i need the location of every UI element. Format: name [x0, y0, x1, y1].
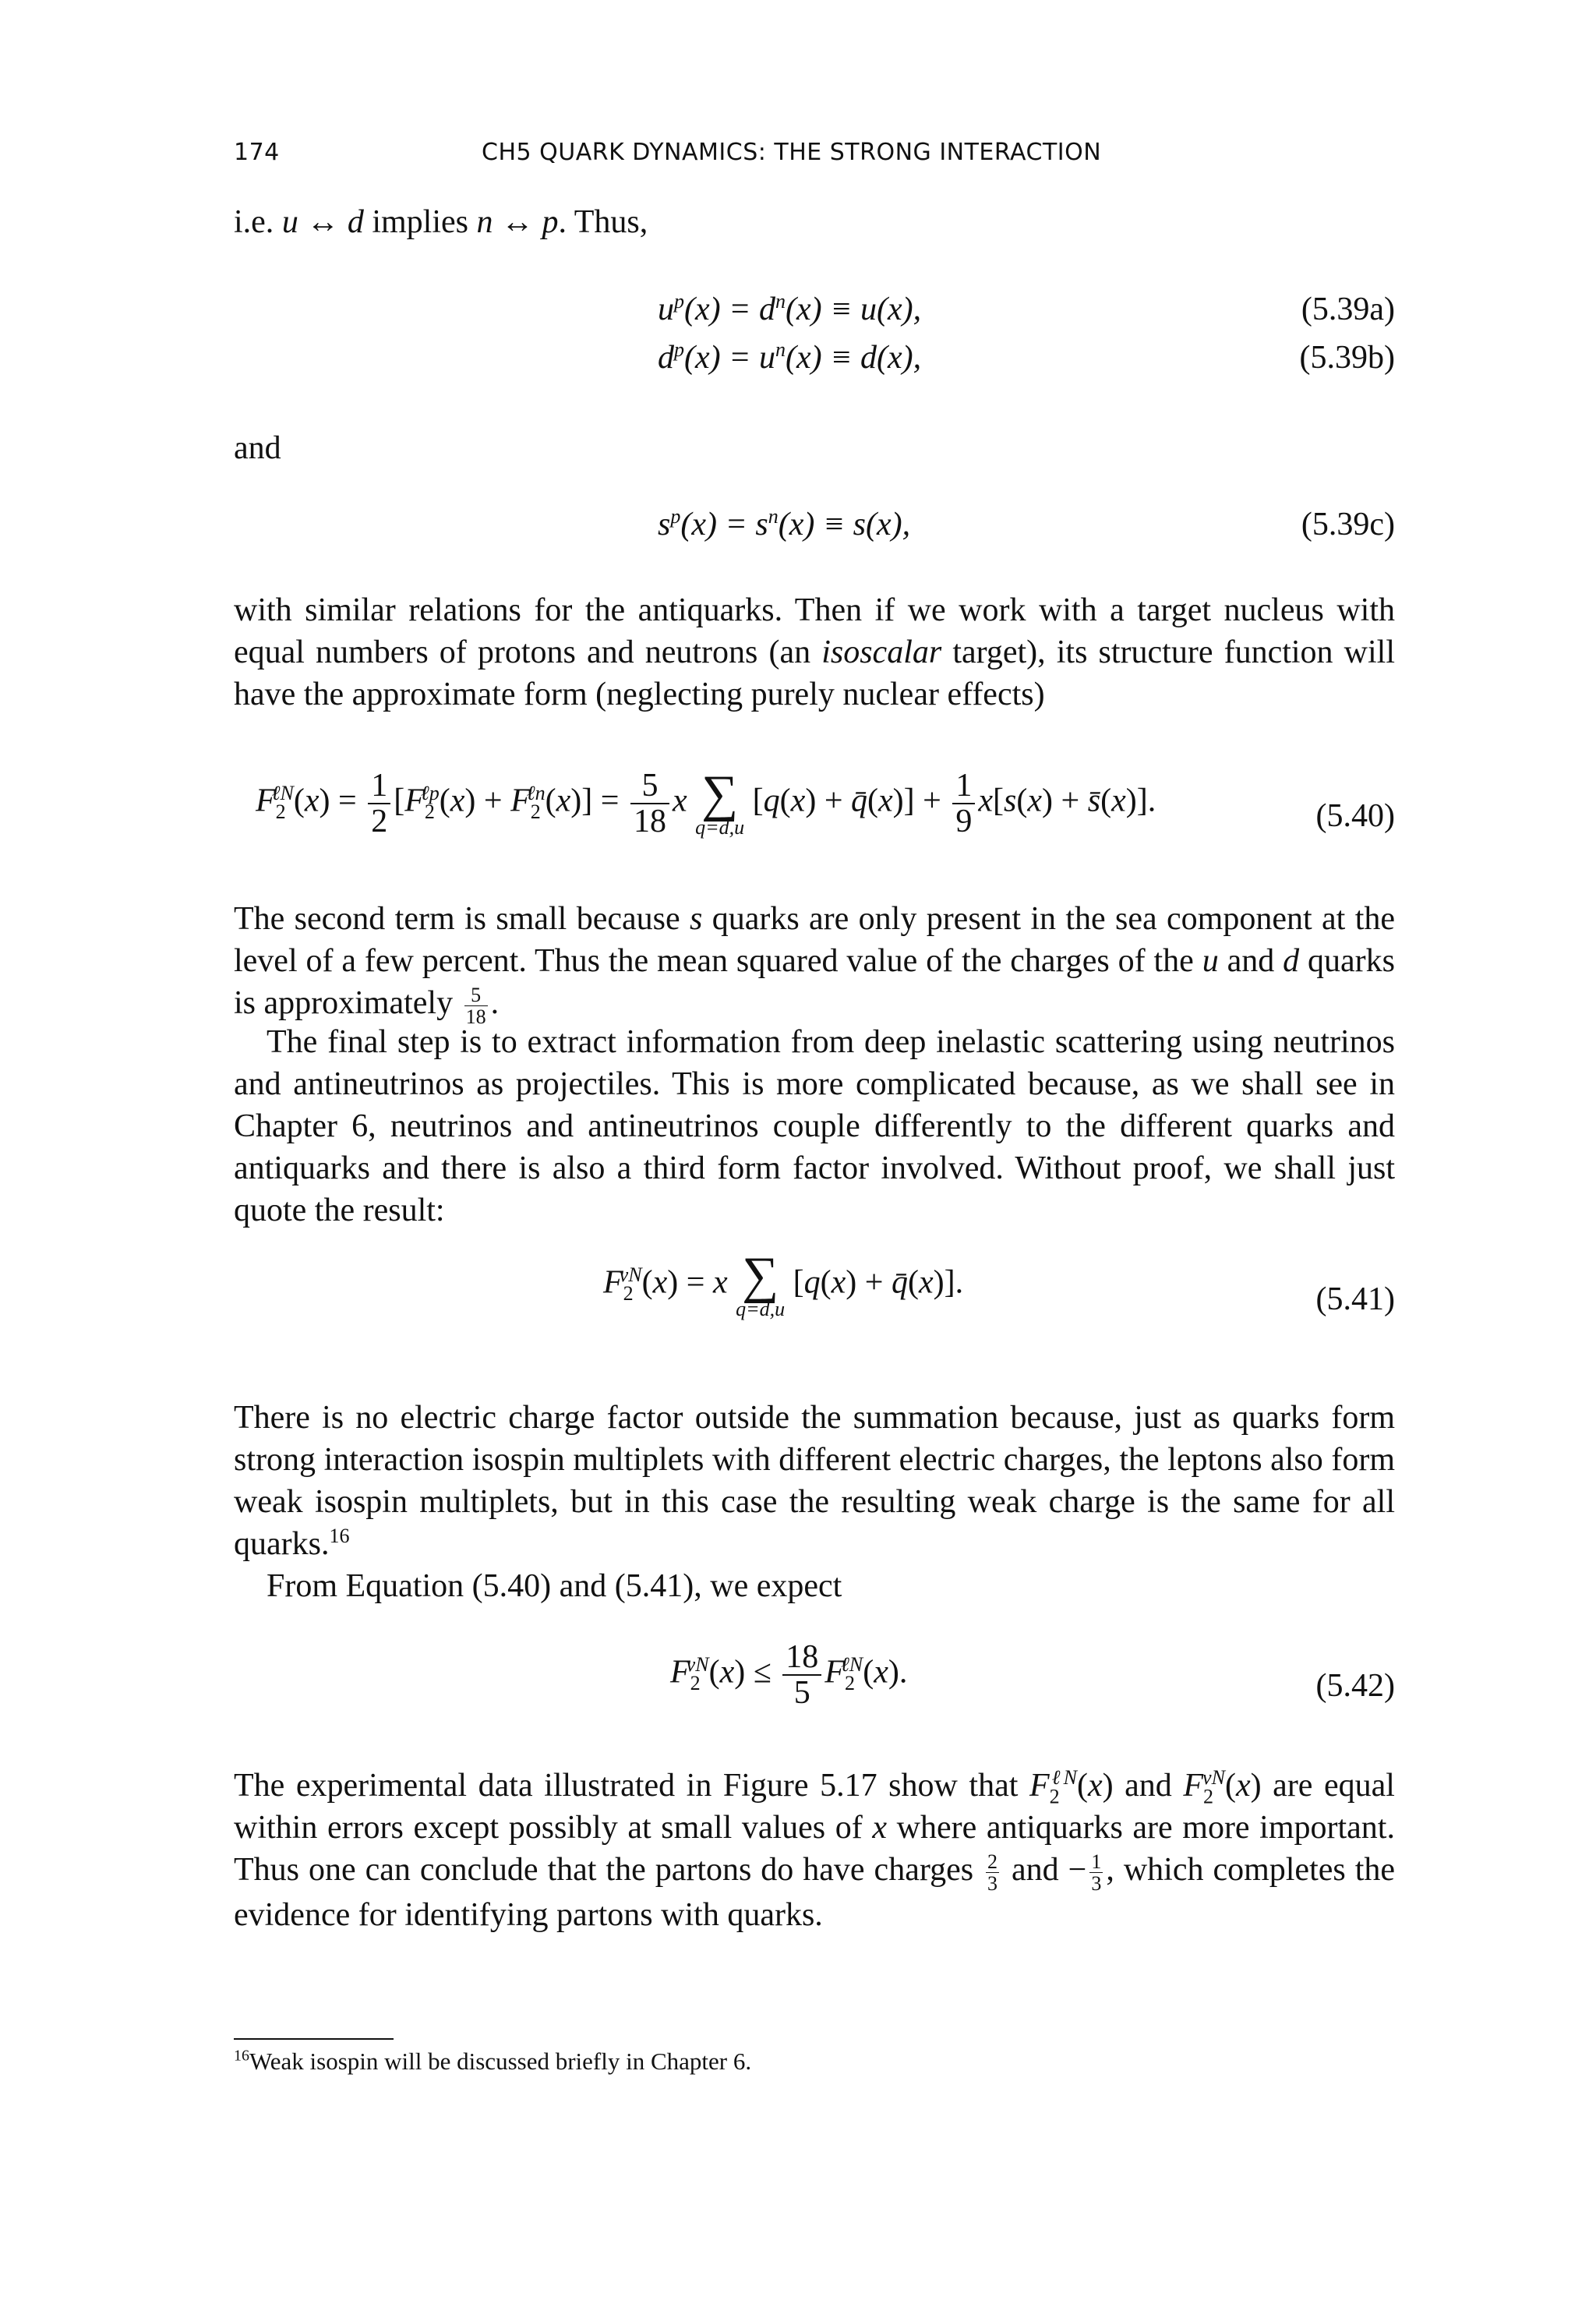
footnote-rule	[234, 2038, 394, 2040]
equation-5-42: $F_2^{\nu N}(x)$ ≤ $\frac{18}{5}$ $F_2^{\ell N}(x)$. (5.42)	[670, 1639, 1395, 1712]
footnote	[234, 2046, 751, 2077]
paragraph-and: and	[234, 430, 281, 466]
paragraph-experimental: The experimental data illustrated in Figure 5.17 show that $F_2^{\ell N}(x)$ and $F_2^{\nu N}(x)$ are equal within errors except possibly at small values of x where antiquarks are more important. Thus one can conclude that the partons do have charges $\frac{2}{3}$ and − $\frac{1}{3}$ , which completes the evidence for identifying partons with quarks.	[234, 1766, 1396, 1934]
equation-5-39b: $d^p(x) = u^n(x) \equiv d(x)$, (5.39b)	[234, 337, 1395, 379]
summation-operator: ∑ q=d,u	[736, 1247, 786, 1320]
equation-number: (5.41)	[1315, 1281, 1395, 1317]
footnote-mark: 16	[234, 2047, 249, 2065]
footnote-marker: 16	[329, 1525, 350, 1547]
equation-number: (5.40)	[1315, 798, 1395, 834]
page-number: 174	[234, 139, 280, 166]
equation-5-39c: $s^p(x) = s^n(x) \equiv s(x)$, (5.39c)	[234, 504, 1395, 546]
equation-number: (5.39c)	[1301, 507, 1395, 542]
equation-number: (5.39b)	[1299, 340, 1395, 376]
equation-5-39a: $u^p(x) = d^n(x) \equiv u(x)$, (5.39a)	[234, 288, 1395, 330]
paragraph-isoscalar: with similar relations for the antiquarks. Then if we work with a target nucleus with equal numbers of protons and neutrons (an isoscalar target), its structure function will have the approximate form (neglecting purely nuclear effects)	[234, 592, 1395, 712]
equation-number: (5.42)	[1315, 1668, 1395, 1704]
paragraph-second-term: The second term is small because s quarks are only present in the sea component at the level of a few percent. Thus the mean squared value of the charges of the u and d quarks is approximately $\frac{5}{18}$ .	[234, 901, 1396, 1028]
paragraph-final-step: The final step is to extract information from deep inelastic scattering using neutrinos and antineutrinos as projectiles. This is more complicated because, as we shall see in Chapter 6, neutrinos and antineutrinos couple differently to the different quarks and antiquarks and there is also a third form factor involved. Without proof, we shall just quote the result:	[234, 1024, 1395, 1228]
equation-5-40: $F_2^{\ell N}(x)$ = $\frac{1}{2}$ $[F_2^{\ell p}(x) + F_2^{\ell n}(x)]$ = $\frac{5}{18}$ x ∑ q=d,u [q(x) + q̄(x)] + $\frac{1}{9}$ x[s(x) + s̄(x)]. (5.40)	[256, 765, 1395, 840]
running-title: CH5 QUARK DYNAMICS: THE STRONG INTERACTION	[482, 139, 1102, 166]
footnote-text: Weak isospin will be discussed briefly in Chapter 6.	[249, 2048, 752, 2075]
equation-number: (5.39a)	[1301, 292, 1395, 327]
intro-line: i.e. u ↔ d implies n ↔ p. Thus,	[234, 204, 648, 240]
paragraph-from-equation: From Equation (5.40) and (5.41), we expect	[267, 1568, 842, 1604]
paragraph-no-charge: There is no electric charge factor outside the summation because, just as quarks form strong interaction isospin multiplets with different electric charges, the leptons also form weak isospin multiplets, but in this case the resulting weak charge is the same for all quarks.$^{16}$	[234, 1400, 1395, 1562]
equation-5-41: $F_2^{\nu N}(x) = x$ ∑ q=d,u [q(x) + q̄(x)]. (5.41)	[603, 1247, 1395, 1320]
summation-operator: ∑ q=d,u	[695, 765, 745, 839]
